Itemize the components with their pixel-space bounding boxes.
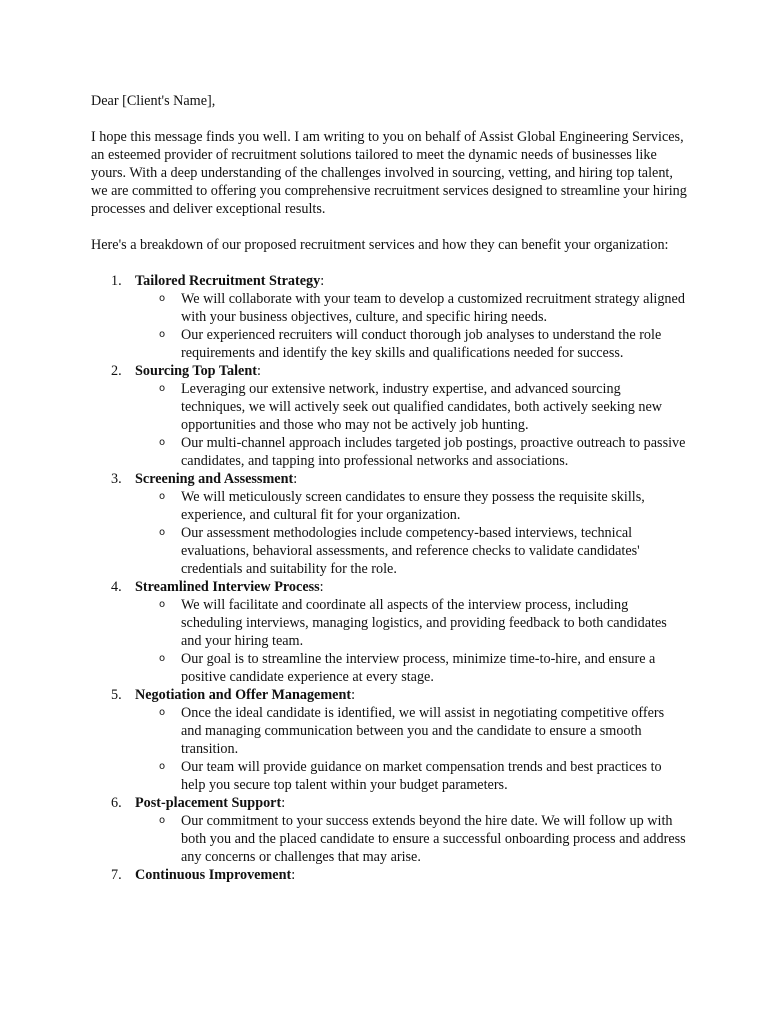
bullet-icon: o: [159, 437, 166, 448]
service-point: [135, 290, 688, 326]
service-number: 7.: [111, 867, 122, 883]
service-points: [135, 290, 688, 362]
service-title-colon: :: [293, 471, 298, 487]
service-point-text: Once the ideal candidate is identified, we will assist in negotiating competitive offers and managing communication between you and the candidate to ensure a smooth transition.: [181, 705, 665, 757]
service-point: [135, 704, 688, 758]
service-point: [135, 326, 688, 362]
service-points: [135, 704, 688, 794]
service-item: [91, 686, 688, 794]
service-point: [135, 524, 688, 578]
service-number: 3.: [111, 471, 122, 487]
service-point-text: Our goal is to streamline the interview process, minimize time-to-hire, and ensure a positive candidate experience at every stage.: [181, 651, 656, 685]
bullet-icon: o: [159, 815, 166, 826]
service-number: 4.: [111, 579, 122, 595]
service-points: [135, 596, 688, 686]
bullet-icon: o: [159, 383, 166, 394]
service-number: 6.: [111, 795, 122, 811]
service-point-text: Our commitment to your success extends beyond the hire date. We will follow up with both you and the placed candidate to ensure a successful onboarding process and address any concerns or challenges that may arise.: [181, 813, 686, 865]
service-title: Post-placement Support: [135, 795, 282, 811]
service-item: [91, 362, 688, 470]
service-point: [135, 812, 688, 866]
service-point-text: Leveraging our extensive network, industry expertise, and advanced sourcing techniques, we will actively seek out qualified candidates, both actively seeking new opportunities and those who may not be actively job hunting.: [181, 381, 663, 433]
bullet-icon: o: [159, 653, 166, 664]
service-title-colon: :: [319, 579, 324, 595]
breakdown-intro: Here's a breakdown of our proposed recruitment services and how they can benefit your organization:: [91, 237, 669, 253]
service-point: [135, 380, 688, 434]
service-title: Continuous Improvement: [135, 867, 292, 883]
service-number: 2.: [111, 363, 122, 379]
service-title-colon: :: [320, 273, 325, 289]
service-item: [91, 578, 688, 686]
service-title-colon: :: [256, 363, 261, 379]
service-points: [135, 488, 688, 578]
service-point-text: We will meticulously screen candidates to ensure they possess the requisite skills, experience, and cultural fit for your organization.: [181, 489, 645, 523]
service-title-colon: :: [351, 687, 356, 703]
service-point-text: Our team will provide guidance on market compensation trends and best practices to help you secure top talent within your budget parameters.: [181, 759, 662, 793]
intro-paragraph: I hope this message finds you well. I am writing to you on behalf of Assist Global Engineering Services, an esteemed provider of recruitment solutions tailored to meet the dynamic needs of businesses like yours. With a deep understanding of the challenges involved in sourcing, vetting, and hiring top talent, we are committed to offering you comprehensive recruitment services designed to streamline your hiring processes and deliver exceptional results.: [91, 129, 687, 217]
bullet-icon: o: [159, 491, 166, 502]
service-item: [91, 272, 688, 362]
service-item: [91, 794, 688, 866]
bullet-icon: o: [159, 707, 166, 718]
service-title: Screening and Assessment: [135, 471, 294, 487]
service-title: Negotiation and Offer Management: [135, 687, 352, 703]
service-item: [91, 470, 688, 578]
service-point: [135, 596, 688, 650]
service-point: [135, 650, 688, 686]
service-points: [135, 812, 688, 866]
service-point: [135, 434, 688, 470]
service-point: [135, 758, 688, 794]
service-title: Sourcing Top Talent: [135, 363, 257, 379]
service-point-text: Our assessment methodologies include competency-based interviews, technical evaluations, behavioral assessments, and reference checks to validate candidates' credentials and suitability for the role.: [181, 525, 640, 577]
services-list: [91, 272, 688, 884]
bullet-icon: o: [159, 761, 166, 772]
service-point-text: We will collaborate with your team to develop a customized recruitment strategy aligned with your business objectives, culture, and specific hiring needs.: [181, 291, 685, 325]
bullet-icon: o: [159, 527, 166, 538]
service-number: 5.: [111, 687, 122, 703]
service-item: [91, 866, 688, 884]
service-point-text: Our multi-channel approach includes targeted job postings, proactive outreach to passive candidates, and tapping into professional networks and associations.: [181, 435, 686, 469]
salutation: Dear [Client's Name],: [91, 93, 216, 109]
bullet-icon: o: [159, 293, 166, 304]
service-title-colon: :: [281, 795, 286, 811]
bullet-icon: o: [159, 329, 166, 340]
service-title: Streamlined Interview Process: [135, 579, 320, 595]
service-number: 1.: [111, 273, 122, 289]
service-title-colon: :: [291, 867, 296, 883]
service-point: [135, 488, 688, 524]
service-title: Tailored Recruitment Strategy: [135, 273, 321, 289]
service-point-text: We will facilitate and coordinate all aspects of the interview process, including scheduling interviews, managing logistics, and providing feedback to both candidates and your hiring team.: [181, 597, 667, 649]
service-points: [135, 380, 688, 470]
service-point-text: Our experienced recruiters will conduct thorough job analyses to understand the role requirements and identify the key skills and qualifications needed for success.: [181, 327, 662, 361]
bullet-icon: o: [159, 599, 166, 610]
